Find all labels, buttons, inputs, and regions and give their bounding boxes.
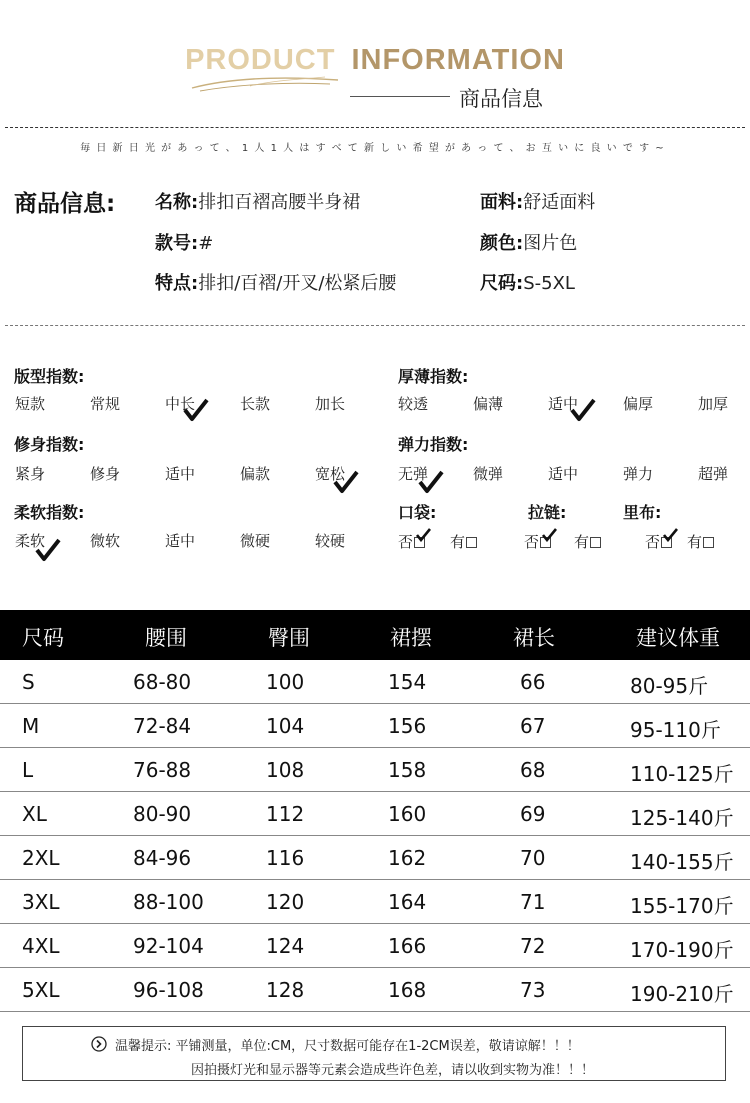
table-cell: 92-104 [133, 934, 204, 958]
table-row [0, 660, 750, 704]
field-key: 尺码: [480, 273, 524, 294]
style-option: 中长 [165, 395, 196, 413]
table-cell: 80-95斤 [630, 674, 709, 698]
thickness-option: 加厚 [698, 395, 729, 413]
thickness-option: 适中 [548, 395, 579, 413]
table-cell: 66 [520, 670, 546, 694]
field-value: S-5XL [523, 273, 575, 294]
table-cell: 68 [520, 758, 546, 782]
table-cell: 166 [388, 934, 427, 958]
table-cell: L [22, 758, 34, 782]
zipper-yes: 有 [574, 531, 601, 552]
arrow-circle-icon [91, 1036, 107, 1052]
fit-option: 偏款 [240, 465, 271, 483]
elastic-option: 适中 [548, 465, 579, 483]
table-cell: 71 [520, 890, 546, 914]
checkmark-icon [416, 528, 431, 542]
style-option: 加长 [315, 395, 346, 413]
checkmark-icon [35, 538, 61, 562]
pocket-yes: 有 [450, 531, 477, 552]
checkmark-icon [333, 470, 359, 494]
field-value: # [198, 233, 214, 254]
header-cell: 裙摆 [390, 626, 432, 650]
table-cell: 190-210斤 [630, 982, 734, 1006]
table-cell: 67 [520, 714, 546, 738]
table-row [0, 748, 750, 792]
header-title-word1: PRODUCT [185, 44, 336, 76]
table-cell: 125-140斤 [630, 806, 734, 830]
field-key: 名称: [155, 192, 199, 213]
checkmark-icon [418, 470, 444, 494]
softness-option: 适中 [165, 532, 196, 550]
thickness-option: 偏厚 [623, 395, 654, 413]
table-cell: XL [22, 802, 47, 826]
checkmark-icon [570, 398, 596, 422]
table-cell: 155-170斤 [630, 894, 734, 918]
table-cell: 88-100 [133, 890, 204, 914]
checkbox-icon [703, 537, 714, 548]
field-features [155, 269, 396, 295]
fit-option: 紧身 [15, 465, 46, 483]
table-cell: 95-110斤 [630, 718, 721, 742]
fit-option: 宽松 [315, 465, 346, 483]
table-cell: 154 [388, 670, 427, 694]
softness-option: 微硬 [240, 532, 271, 550]
field-key: 颜色: [480, 233, 524, 254]
checkmark-icon [183, 398, 209, 422]
table-cell: 72-84 [133, 714, 192, 738]
tip-line-2: 因拍摄灯光和显示器等元素会造成些许色差，请以收到实物为准！！！ [191, 1063, 595, 1078]
tip-line-1: 温馨提示: 平铺测量，单位:CM，尺寸数据可能存在1-2CM误差，敬请谅解！！！ [115, 1039, 580, 1054]
table-row [0, 968, 750, 1012]
field-fabric [480, 188, 595, 214]
lining-yes: 有 [687, 531, 714, 552]
table-cell: 120 [266, 890, 305, 914]
lining-title: 里布: [623, 503, 662, 522]
table-cell: 108 [266, 758, 305, 782]
divider-dashed [5, 127, 745, 128]
table-cell: 158 [388, 758, 427, 782]
table-row [0, 880, 750, 924]
table-cell: 128 [266, 978, 305, 1002]
table-cell: 73 [520, 978, 546, 1002]
field-key: 款号: [155, 233, 199, 254]
table-cell: 170-190斤 [630, 938, 734, 962]
softness-option: 微软 [90, 532, 121, 550]
fit-index-title: 修身指数: [14, 435, 85, 454]
field-value: 图片色 [523, 233, 578, 254]
field-key: 特点: [155, 273, 199, 294]
elastic-option: 微弹 [473, 465, 504, 483]
header-subtitle: 商品信息 [459, 87, 543, 111]
softness-index-title: 柔软指数: [14, 503, 85, 522]
style-index-title: 版型指数: [14, 367, 85, 386]
header-cell: 臀围 [268, 626, 310, 650]
table-cell: 5XL [22, 978, 60, 1002]
elastic-option: 超弹 [698, 465, 729, 483]
table-row [0, 792, 750, 836]
fit-option: 适中 [165, 465, 196, 483]
table-cell: 112 [266, 802, 305, 826]
table-cell: 76-88 [133, 758, 192, 782]
table-cell: S [22, 670, 35, 694]
header-cell: 尺码 [22, 626, 64, 650]
table-cell: 164 [388, 890, 427, 914]
field-name [155, 188, 360, 214]
field-value: 排扣/百褶/开叉/松紧后腰 [198, 273, 397, 294]
checkmark-icon [542, 528, 557, 542]
elastic-index-title: 弹力指数: [398, 435, 469, 454]
table-cell: 72 [520, 934, 546, 958]
field-color [480, 229, 577, 255]
table-cell: M [22, 714, 40, 738]
table-cell: 116 [266, 846, 305, 870]
checkmark-icon [663, 528, 678, 542]
table-cell: 162 [388, 846, 427, 870]
tip-box [22, 1026, 726, 1081]
swoosh-ornament-icon [190, 74, 340, 94]
style-option: 常规 [90, 395, 121, 413]
header-cell: 裙长 [513, 626, 555, 650]
field-key: 面料: [480, 192, 524, 213]
size-table-header [0, 610, 750, 660]
softness-option: 柔软 [15, 532, 46, 550]
table-cell: 84-96 [133, 846, 192, 870]
thickness-option: 较透 [398, 395, 429, 413]
slogan: 毎日新日光があって、1人1人はすべて新しい希望があって、お互いに良いです~ [80, 143, 670, 154]
lining-no: 否 [645, 531, 672, 552]
pocket-no: 否 [398, 531, 425, 552]
header-underline [350, 96, 450, 97]
header-title [0, 44, 750, 77]
elastic-option: 弹力 [623, 465, 654, 483]
table-cell: 104 [266, 714, 305, 738]
elastic-option: 无弹 [398, 465, 429, 483]
softness-option: 较硬 [315, 532, 346, 550]
table-cell: 4XL [22, 934, 60, 958]
table-cell: 69 [520, 802, 546, 826]
table-cell: 100 [266, 670, 305, 694]
field-value: 排扣百褶高腰半身裙 [198, 192, 361, 213]
table-cell: 124 [266, 934, 305, 958]
table-cell: 3XL [22, 890, 60, 914]
field-size [480, 269, 575, 295]
table-row [0, 836, 750, 880]
product-info-label: 商品信息: [14, 191, 116, 217]
table-row [0, 924, 750, 968]
row-divider [0, 1011, 750, 1012]
thickness-option: 偏薄 [473, 395, 504, 413]
header-cell: 腰围 [145, 626, 187, 650]
field-value: 舒适面料 [523, 192, 596, 213]
table-cell: 156 [388, 714, 427, 738]
fit-option: 修身 [90, 465, 121, 483]
header-cell: 建议体重 [636, 626, 720, 650]
table-cell: 110-125斤 [630, 762, 734, 786]
zipper-title: 拉链: [528, 503, 567, 522]
style-option: 长款 [240, 395, 271, 413]
thickness-index-title: 厚薄指数: [398, 367, 469, 386]
table-cell: 2XL [22, 846, 60, 870]
table-row [0, 704, 750, 748]
pocket-title: 口袋: [398, 503, 437, 522]
style-option: 短款 [15, 395, 46, 413]
field-style-no [155, 229, 213, 255]
header-title-word2: INFORMATION [351, 44, 565, 76]
table-cell: 70 [520, 846, 546, 870]
zipper-no: 否 [524, 531, 551, 552]
table-cell: 160 [388, 802, 427, 826]
table-cell: 96-108 [133, 978, 204, 1002]
table-cell: 68-80 [133, 670, 192, 694]
table-cell: 140-155斤 [630, 850, 734, 874]
checkbox-icon [590, 537, 601, 548]
table-cell: 80-90 [133, 802, 192, 826]
divider-dashed [5, 325, 745, 326]
table-cell: 168 [388, 978, 427, 1002]
checkbox-icon [466, 537, 477, 548]
